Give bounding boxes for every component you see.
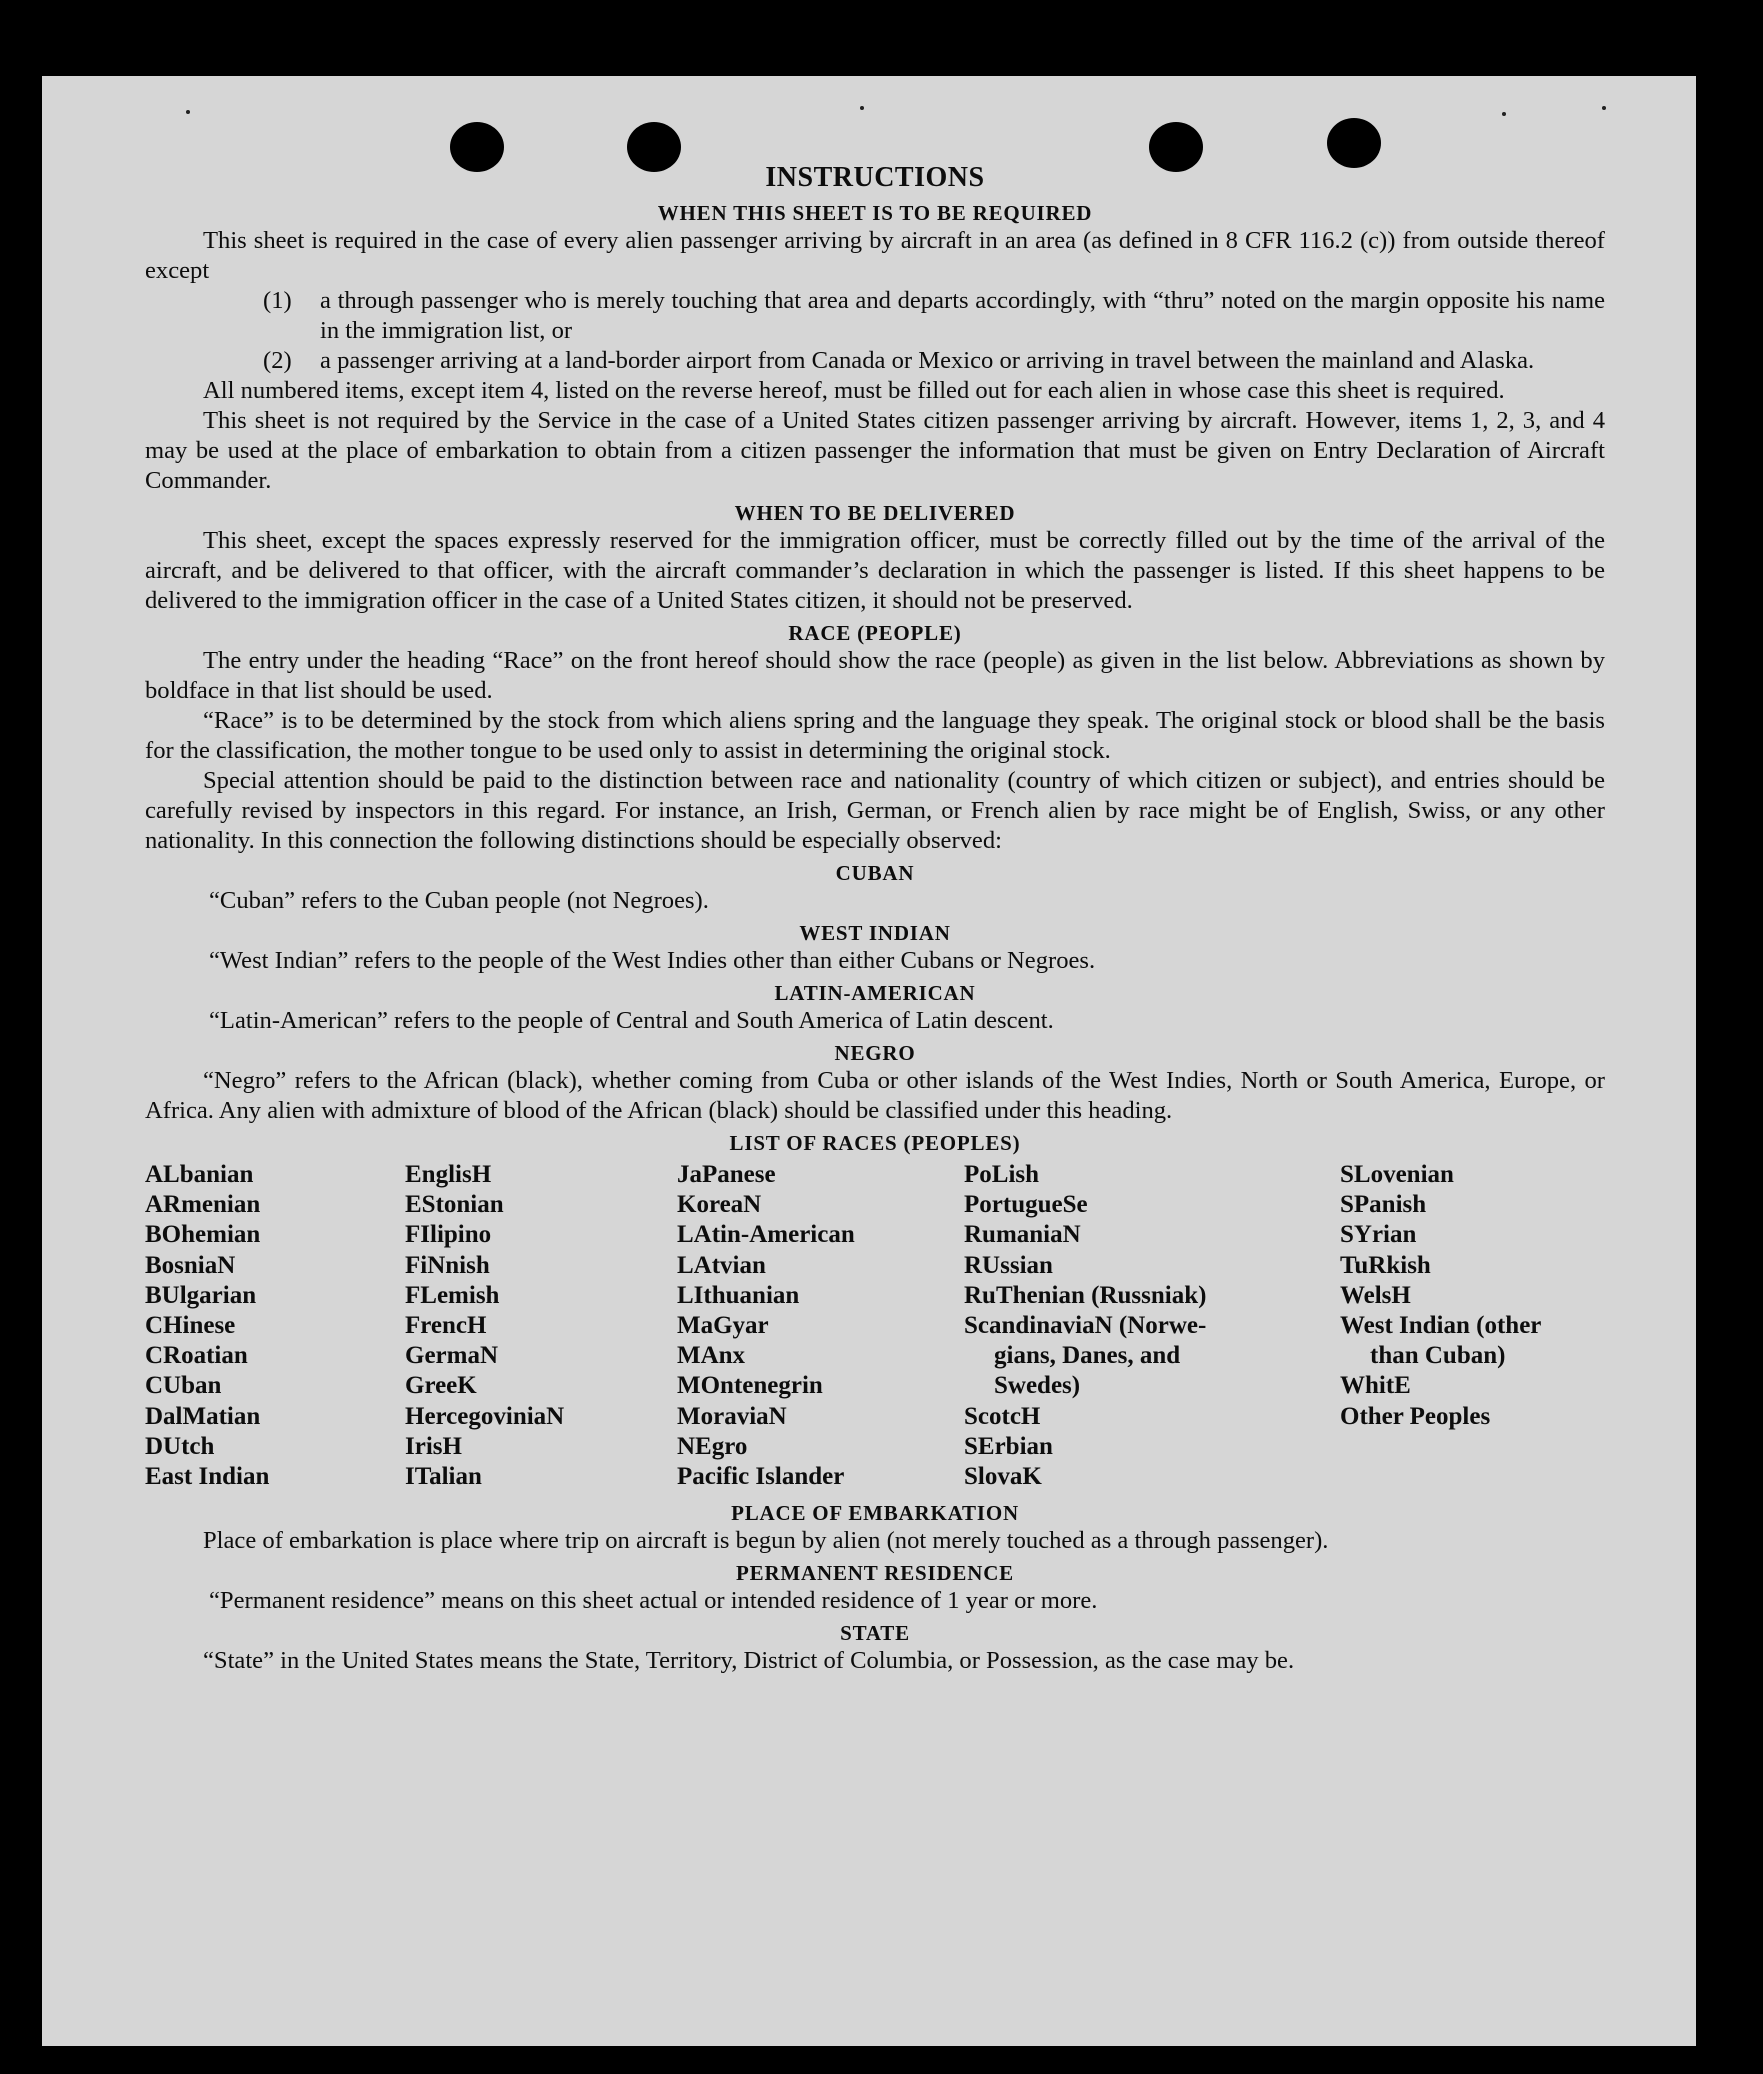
race-entry: HercegoviniaN	[405, 1402, 565, 1430]
race-entry: SErbian	[964, 1432, 1053, 1460]
race-entry: GermaN	[405, 1342, 499, 1370]
instructions-content	[145, 160, 1605, 1676]
section-heading: PERMANENT RESIDENCE	[736, 1561, 1014, 1586]
paper-speck	[186, 110, 190, 114]
section-heading: WHEN TO BE DELIVERED	[734, 501, 1016, 525]
race-entry: SPanish	[1340, 1191, 1427, 1219]
paragraph: “State” in the United States means the State, Territory, District of Columbia, or Possession, as the case may be.	[203, 1647, 1295, 1675]
paragraph: All numbered items, except item 4, listed on the reverse hereof, must be filled out for each alien in whose case this sheet is required.	[203, 377, 1505, 404]
race-entry: MoraviaN	[677, 1402, 787, 1430]
race-entry: NEgro	[677, 1432, 748, 1460]
section-heading: LATIN-AMERICAN	[774, 981, 976, 1005]
item-text: a passenger arriving at a land-border airport from Canada or Mexico or arriving in travel between the mainland and Alaska.	[320, 347, 1535, 374]
section-heading: CUBAN	[835, 861, 915, 885]
race-entry: TuRkish	[1340, 1251, 1431, 1279]
section-heading: PLACE OF EMBARKATION	[731, 1501, 1019, 1526]
paragraph: Place of embarkation is place where trip on aircraft is begun by alien (not merely touched as a through passenger).	[203, 1527, 1329, 1555]
race-entry: Pacific Islander	[677, 1463, 845, 1491]
race-entry-continued: Swedes)	[994, 1372, 1081, 1400]
race-entry: ALbanian	[145, 1161, 254, 1188]
race-entry: SYrian	[1340, 1221, 1417, 1249]
race-entry: BosniaN	[145, 1251, 236, 1279]
section-heading: LIST OF RACES (PEOPLES)	[729, 1131, 1021, 1155]
paragraph: “Race” is to be determined by the stock from which aliens spring and the language they speak. The original stock or blood shall be the basis for the classification, the mother tongue to be used only to assist in determining the original stock.	[145, 707, 1605, 764]
race-entry: RumaniaN	[964, 1221, 1081, 1249]
race-entry: IrisH	[405, 1432, 462, 1460]
race-entry: EnglisH	[405, 1161, 492, 1188]
race-entry: West Indian (other	[1340, 1312, 1542, 1340]
section-heading: RACE (PEOPLE)	[788, 621, 962, 645]
race-entry-continued: gians, Danes, and	[994, 1342, 1181, 1370]
race-entry: FIlipino	[405, 1221, 492, 1249]
item-number: (2)	[263, 347, 292, 374]
paragraph: “Cuban” refers to the Cuban people (not Negroes).	[209, 887, 709, 914]
race-entry: ScotcH	[964, 1402, 1041, 1430]
paragraph: This sheet is required in the case of every alien passenger arriving by aircraft in an area (as defined in 8 CFR 116.2 (c)) from outside thereof except	[145, 227, 1605, 284]
section-heading: NEGRO	[834, 1041, 916, 1065]
race-entry: FrencH	[405, 1312, 487, 1340]
paper-speck	[1602, 106, 1606, 110]
paragraph: The entry under the heading “Race” on the front hereof should show the race (people) as given in the list below. Abbreviations as shown by boldface in that list should be used.	[145, 647, 1605, 704]
item-text: a through passenger who is merely touching that area and departs accordingly, with “thru” noted on the margin opposite his name in the immigration list, or	[320, 287, 1605, 344]
race-entry: CHinese	[145, 1312, 236, 1340]
race-column	[677, 1160, 964, 1492]
race-entry: DalMatian	[145, 1402, 261, 1430]
race-entry: BUlgarian	[145, 1281, 257, 1309]
race-entry: GreeK	[405, 1372, 477, 1400]
item-number: (1)	[263, 287, 292, 314]
race-column	[405, 1160, 677, 1492]
race-entry: East Indian	[145, 1463, 270, 1491]
race-entry: SlovaK	[964, 1463, 1042, 1491]
section-heading: WEST INDIAN	[799, 921, 951, 945]
race-entry: RUssian	[964, 1251, 1053, 1279]
race-column	[1340, 1160, 1600, 1492]
race-entry: LAtvian	[677, 1251, 766, 1279]
race-entry: FiNnish	[405, 1251, 490, 1279]
race-entry-continued: than Cuban)	[1370, 1342, 1506, 1370]
race-entry: CRoatian	[145, 1342, 248, 1370]
race-entry: MAnx	[677, 1342, 746, 1370]
paragraph: Special attention should be paid to the distinction between race and nationality (country of which citizen or subject), and entries should be carefully revised by inspectors in this regard. For instance, an Irish, German, or French alien by race might be of English, Swiss, or any other nationality. In this connection the following distinctions should be especially observed:	[145, 767, 1605, 854]
race-list	[145, 1160, 1605, 1492]
race-entry: ScandinaviaN (Norwe-	[964, 1312, 1207, 1340]
race-entry: SLovenian	[1340, 1161, 1454, 1188]
numbered-item	[145, 346, 1605, 376]
paragraph: “Permanent residence” means on this sheet actual or intended residence of 1 year or more.	[209, 1587, 1098, 1615]
race-entry: FLemish	[405, 1281, 500, 1309]
race-entry: ITalian	[405, 1463, 482, 1491]
paragraph: This sheet, except the spaces expressly reserved for the immigration officer, must be correctly filled out by the time of the arrival of the aircraft, and be delivered to that officer, with the aircraft commander’s declaration in which the passenger is listed. If this sheet happens to be delivered to the immigration officer in the case of a United States citizen, it should not be preserved.	[145, 527, 1605, 614]
race-entry: JaPanese	[677, 1161, 776, 1188]
race-entry: LIthuanian	[677, 1281, 800, 1309]
race-entry: Other Peoples	[1340, 1402, 1491, 1430]
race-column	[145, 1160, 405, 1492]
race-column	[964, 1160, 1340, 1492]
paragraph: This sheet is not required by the Service in the case of a United States citizen passenger arriving by aircraft. However, items 1, 2, 3, and 4 may be used at the place of embarkation to obtain from a citizen passenger the information that must be given on Entry Declaration of Aircraft Commander.	[145, 407, 1605, 494]
numbered-item	[145, 286, 1605, 346]
paragraph: “Latin-American” refers to the people of Central and South America of Latin descent.	[209, 1007, 1054, 1034]
section-heading: WHEN THIS SHEET IS TO BE REQUIRED	[657, 201, 1093, 225]
race-entry: WelsH	[1340, 1281, 1411, 1309]
race-entry: ARmenian	[145, 1191, 261, 1219]
race-entry: BOhemian	[145, 1221, 261, 1249]
race-entry: PortugueSe	[964, 1191, 1088, 1219]
race-entry: KoreaN	[677, 1191, 762, 1219]
paragraph: “West Indian” refers to the people of the West Indies other than either Cubans or Negroes.	[209, 947, 1096, 974]
race-entry: DUtch	[145, 1432, 215, 1460]
race-entry: RuThenian (Russniak)	[964, 1281, 1207, 1309]
section-heading: STATE	[840, 1621, 910, 1646]
race-entry: PoLish	[964, 1161, 1040, 1188]
race-entry: EStonian	[405, 1191, 504, 1219]
page-title: INSTRUCTIONS	[765, 162, 985, 193]
paper-speck	[860, 106, 864, 110]
paragraph: “Negro” refers to the African (black), whether coming from Cuba or other islands of the West Indies, North or South America, Europe, or Africa. Any alien with admixture of blood of the African (black) should be classified under this heading.	[145, 1067, 1605, 1124]
race-entry: MOntenegrin	[677, 1372, 823, 1400]
race-entry: MaGyar	[677, 1312, 769, 1340]
race-entry: WhitE	[1340, 1372, 1411, 1400]
race-entry: LAtin-American	[677, 1221, 855, 1249]
race-entry: CUban	[145, 1372, 222, 1400]
paper-speck	[1502, 112, 1506, 116]
